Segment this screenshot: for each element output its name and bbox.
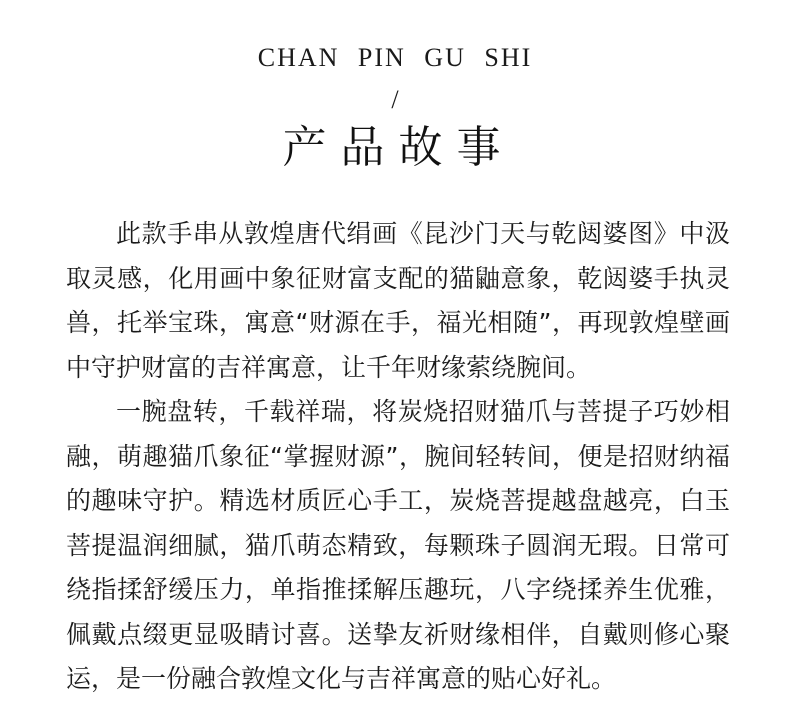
- story-paragraph-1: 此款手串从敦煌唐代绢画《昆沙门天与乾闼婆图》中汲取灵感，化用画中象征财富支配的猫鼬意象，乾闼婆手执灵兽，托举宝珠，寓意“财源在手，福光相随”，再现敦煌壁画中守护财富的吉祥寓意，让千年财缘萦绕腕间。: [66, 219, 730, 382]
- story-body: [66, 212, 730, 702]
- story-paragraph-2: 一腕盘转，千载祥瑞，将炭烧招财猫爪与菩提子巧妙相融，萌趣猫爪象征“掌握财源”，腕间轻转间，便是招财纳福的趣味守护。精选材质匠心手工，炭烧菩提越盘越亮，白玉菩提温润细腻，猫爪萌态精致，每颗珠子圆润无瑕。日常可绕指揉舒缓压力，单指推揉解压趣玩，八字绕揉养生优雅，佩戴点缀更显吸睛讨喜。送挚友祈财缘相伴，自戴则修心聚运，是一份融合敦煌文化与吉祥寓意的贴心好礼。: [66, 397, 730, 693]
- page-title: 产品故事: [282, 122, 515, 173]
- pinyin-heading: CHAN PIN GU SHI: [257, 43, 533, 72]
- heading-divider: /: [391, 85, 399, 114]
